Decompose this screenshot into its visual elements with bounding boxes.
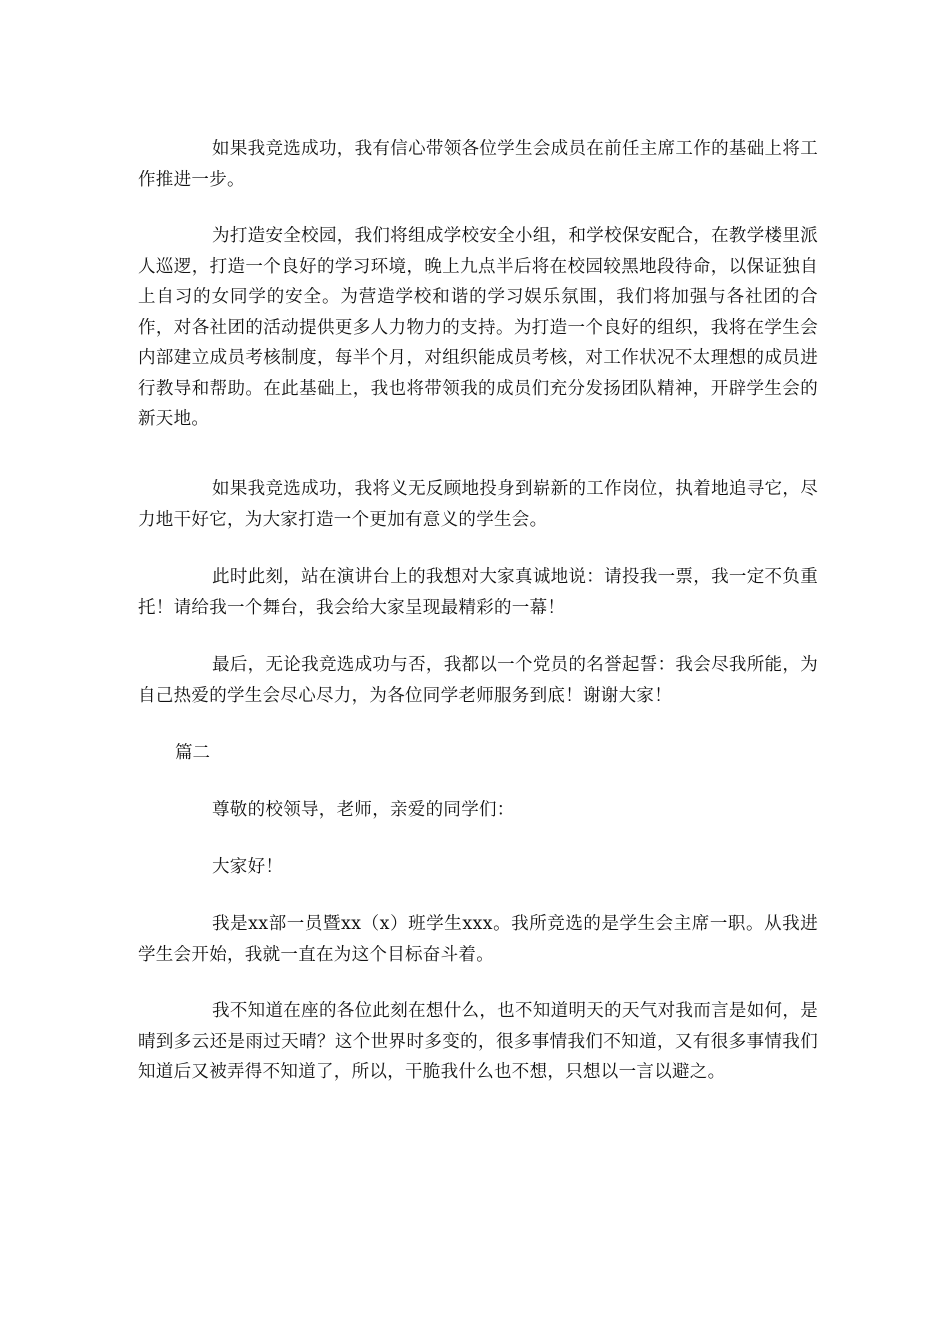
paragraph-3: 如果我竞选成功，我将义无反顾地投身到崭新的工作岗位，执着地追寻它，尽力地干好它，为大家打造一个更加有意义的学生会。	[138, 479, 818, 530]
paragraph-4: 此时此刻，站在演讲台上的我想对大家真诚地说：请投我一票，我一定不负重托！请给我一个舞台，我会给大家呈现最精彩的一幕！	[138, 567, 818, 618]
hello-paragraph: 大家好！	[212, 857, 284, 877]
greeting-paragraph: 尊敬的校领导，老师，亲爱的同学们：	[212, 800, 515, 820]
intro-paragraph: 我是xx部一员暨xx（x）班学生xxx。我所竞选的是学生会主席一职。从我进学生会开始，我就一直在为这个目标奋斗着。	[138, 914, 818, 965]
section-heading: 篇二	[175, 743, 210, 763]
paragraph-2: 为打造安全校园，我们将组成学校安全小组，和学校保安配合，在教学楼里派人巡逻，打造一个良好的学习环境，晚上九点半后将在校园较黑地段待命，以保证独自上自习的女同学的安全。为营造学校和谐的学习娱乐氛围，我们将加强与各社团的合作，对各社团的活动提供更多人力物力的支持。为打造一个良好的组织，我将在学生会内部建立成员考核制度，每半个月，对组织能成员考核，对工作状况不太理想的成员进行教导和帮助。在此基础上，我也将带领我的成员们充分发扬团队精神，开辟学生会的新天地。	[138, 226, 818, 429]
reflection-paragraph: 我不知道在座的各位此刻在想什么，也不知道明天的天气对我而言是如何，是晴到多云还是雨过天晴？这个世界时多变的，很多事情我们不知道，又有很多事情我们知道后又被弄得不知道了，所以，干脆我什么也不想，只想以一言以避之。	[138, 1001, 818, 1082]
paragraph-5: 最后，无论我竞选成功与否，我都以一个党员的名誉起誓：我会尽我所能，为自己热爱的学生会尽心尽力，为各位同学老师服务到底！谢谢大家！	[138, 655, 818, 706]
paragraph-1: 如果我竞选成功，我有信心带领各位学生会成员在前任主席工作的基础上将工作推进一步。	[138, 139, 818, 190]
